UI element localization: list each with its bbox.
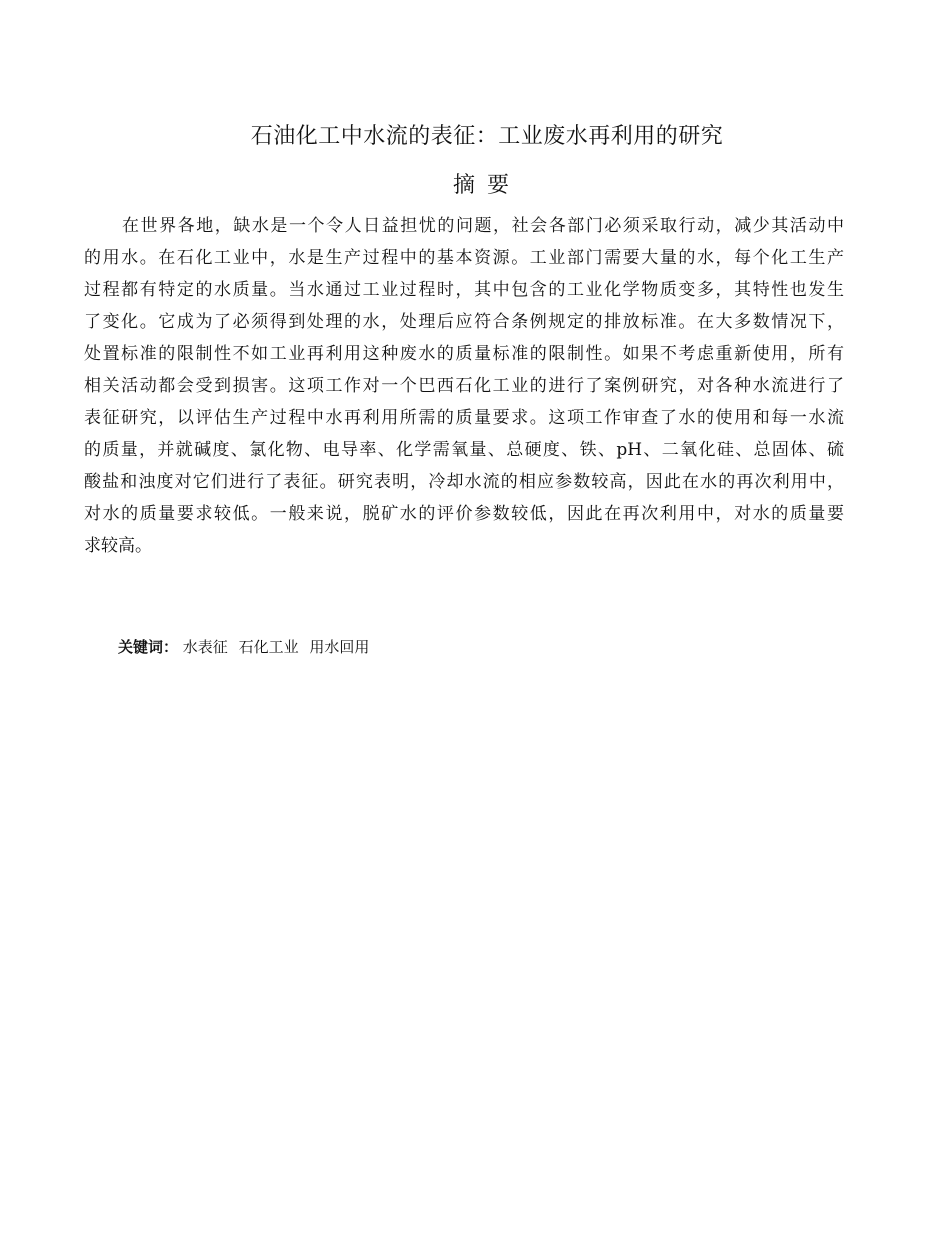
keyword-item: 水表征 bbox=[182, 638, 228, 656]
abstract-line: 求较高。 bbox=[84, 536, 152, 556]
keyword-item: 用水回用 bbox=[309, 638, 370, 656]
abstract-line: 相关活动都会受到损害。这项工作对一个巴西石化工业的进行了案例研究，对各种水流进行了 bbox=[84, 376, 844, 396]
abstract-line: 在世界各地，缺水是一个令人日益担忧的问题，社会各部门必须采取行动，减少其活动中 bbox=[122, 216, 844, 236]
abstract-line: 了变化。它成为了必须得到处理的水，处理后应符合条例规定的排放标准。在大多数情况下， bbox=[84, 312, 844, 332]
keywords-line bbox=[118, 635, 375, 659]
abstract-line: 对水的质量要求较低。一般来说，脱矿水的评价参数较低，因此在再次利用中，对水的质量要 bbox=[84, 504, 844, 524]
abstract-heading: 摘要 bbox=[452, 173, 521, 198]
abstract-line: 的用水。在石化工业中，水是生产过程中的基本资源。工业部门需要大量的水，每个化工生产 bbox=[84, 248, 844, 268]
abstract-line: 表征研究，以评估生产过程中水再利用所需的质量要求。这项工作审查了水的使用和每一水流 bbox=[84, 408, 844, 428]
document-title: 石油化工中水流的表征：工业废水再利用的研究 bbox=[250, 124, 724, 149]
keyword-item: 石化工业 bbox=[238, 638, 299, 656]
abstract-line: 过程都有特定的水质量。当水通过工业过程时，其中包含的工业化学物质变多，其特性也发生 bbox=[84, 280, 844, 300]
abstract-line: 酸盐和浊度对它们进行了表征。研究表明，冷却水流的相应参数较高，因此在水的再次利用中， bbox=[84, 472, 844, 492]
abstract-line: 的质量，并就碱度、氯化物、电导率、化学需氧量、总硬度、铁、pH、二氧化硅、总固体、硫 bbox=[84, 440, 844, 460]
abstract-line: 处置标准的限制性不如工业再利用这种废水的质量标准的限制性。如果不考虑重新使用，所有 bbox=[84, 344, 844, 364]
keywords-label: 关键词： bbox=[118, 638, 179, 656]
abstract-body bbox=[84, 210, 844, 562]
